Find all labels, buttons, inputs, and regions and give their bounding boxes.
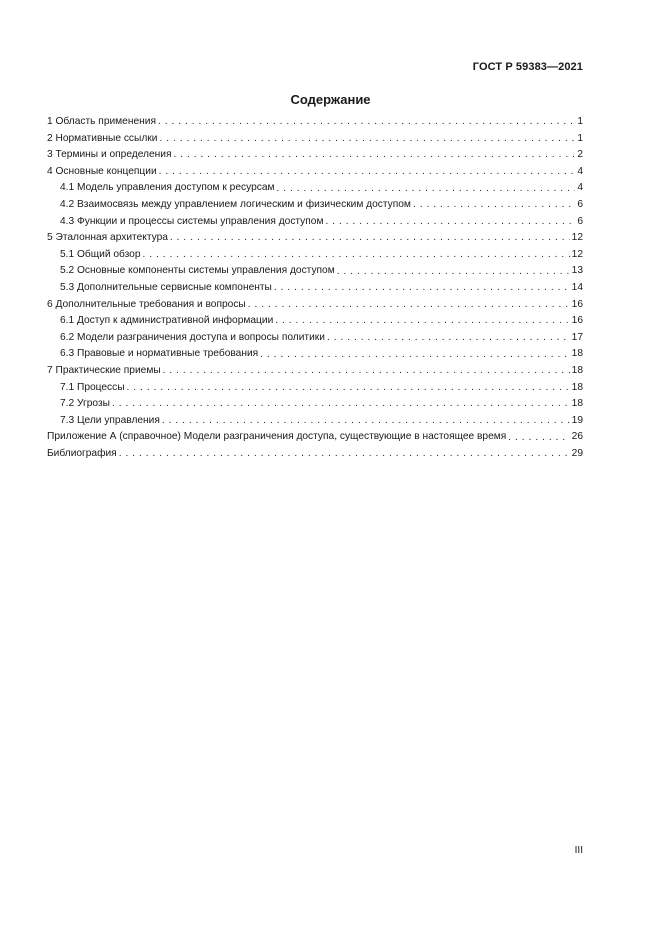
toc-entry[interactable] bbox=[47, 214, 583, 231]
toc-entry-page: 4 bbox=[577, 165, 583, 177]
toc-entry[interactable] bbox=[47, 363, 583, 380]
toc-entry-page: 1 bbox=[577, 116, 583, 127]
toc-title: Содержание bbox=[290, 92, 371, 107]
table-of-contents bbox=[47, 114, 583, 462]
toc-entry-page: 12 bbox=[571, 248, 583, 260]
toc-entry-label: 6 Дополнительные требования и вопросы bbox=[47, 298, 246, 310]
toc-entry[interactable] bbox=[47, 429, 583, 446]
toc-entry[interactable] bbox=[47, 164, 583, 181]
toc-leader-dots bbox=[325, 217, 575, 227]
toc-leader-dots bbox=[413, 200, 575, 210]
toc-leader-dots bbox=[112, 399, 570, 409]
toc-entry-label: 1 Область применения bbox=[47, 116, 156, 127]
toc-leader-dots bbox=[162, 416, 570, 426]
toc-entry[interactable] bbox=[47, 280, 583, 297]
toc-entry-page: 6 bbox=[577, 215, 583, 227]
toc-entry-page: 26 bbox=[571, 431, 583, 443]
toc-entry-label: 7 Практические приемы bbox=[47, 364, 161, 376]
toc-entry-label: Библиография bbox=[47, 447, 117, 459]
toc-entry[interactable] bbox=[47, 180, 583, 197]
toc-entry-label: 5.2 Основные компоненты системы управления доступом bbox=[60, 265, 335, 277]
toc-entry[interactable] bbox=[47, 114, 583, 131]
toc-entry-page: 29 bbox=[571, 447, 583, 459]
toc-entry-page: 2 bbox=[577, 149, 583, 161]
toc-leader-dots bbox=[508, 433, 569, 443]
toc-leader-dots bbox=[163, 366, 570, 376]
toc-leader-dots bbox=[260, 350, 569, 360]
toc-entry-label: 6.3 Правовые и нормативные требования bbox=[60, 348, 259, 360]
toc-leader-dots bbox=[143, 250, 570, 260]
toc-leader-dots bbox=[248, 300, 570, 310]
toc-entry-page: 19 bbox=[571, 414, 583, 426]
toc-entry[interactable] bbox=[47, 413, 583, 430]
toc-entry-page: 16 bbox=[571, 315, 583, 327]
toc-leader-dots bbox=[127, 383, 570, 393]
toc-entry[interactable] bbox=[47, 147, 583, 164]
toc-entry[interactable] bbox=[47, 131, 583, 148]
toc-leader-dots bbox=[274, 283, 570, 293]
toc-leader-dots bbox=[158, 117, 575, 127]
toc-entry-label: 5.1 Общий обзор bbox=[60, 248, 141, 260]
toc-entry-page: 18 bbox=[571, 348, 583, 360]
toc-leader-dots bbox=[119, 449, 570, 459]
toc-entry-label: 4.2 Взаимосвязь между управлением логическим и физическим доступом bbox=[60, 198, 411, 210]
toc-entry[interactable] bbox=[47, 346, 583, 363]
toc-entry-label: 4.3 Функции и процессы системы управления доступом bbox=[60, 215, 324, 227]
toc-entry[interactable] bbox=[47, 247, 583, 264]
toc-entry-label: 4.1 Модель управления доступом к ресурсам bbox=[60, 182, 275, 194]
toc-entry[interactable] bbox=[47, 197, 583, 214]
toc-leader-dots bbox=[159, 134, 575, 144]
toc-entry-page: 4 bbox=[577, 182, 583, 194]
toc-leader-dots bbox=[337, 267, 570, 277]
toc-entry[interactable] bbox=[47, 330, 583, 347]
toc-entry[interactable] bbox=[47, 446, 583, 463]
toc-entry-page: 16 bbox=[571, 298, 583, 310]
toc-entry[interactable] bbox=[47, 297, 583, 314]
toc-entry-page: 18 bbox=[571, 398, 583, 410]
toc-entry-label: 2 Нормативные ссылки bbox=[47, 132, 158, 144]
toc-entry-label: 7.3 Цели управления bbox=[60, 414, 160, 426]
toc-leader-dots bbox=[277, 184, 576, 194]
toc-leader-dots bbox=[159, 167, 576, 177]
toc-leader-dots bbox=[275, 316, 569, 326]
toc-entry-page: 18 bbox=[571, 381, 583, 393]
toc-entry[interactable] bbox=[47, 230, 583, 247]
toc-entry-label: 6.2 Модели разграничения доступа и вопросы политики bbox=[60, 331, 325, 343]
toc-entry-page: 6 bbox=[577, 198, 583, 210]
toc-entry-page: 14 bbox=[571, 281, 583, 293]
toc-entry-label: 3 Термины и определения bbox=[47, 149, 172, 161]
toc-entry-label: 4 Основные концепции bbox=[47, 165, 157, 177]
toc-entry-page: 13 bbox=[571, 265, 583, 277]
toc-entry-label: 7.1 Процессы bbox=[60, 381, 125, 393]
toc-entry[interactable] bbox=[47, 380, 583, 397]
toc-leader-dots bbox=[327, 333, 570, 343]
toc-entry-page: 1 bbox=[577, 132, 583, 144]
toc-entry-label: 5 Эталонная архитектура bbox=[47, 232, 168, 244]
toc-entry[interactable] bbox=[47, 396, 583, 413]
toc-entry[interactable] bbox=[47, 313, 583, 330]
toc-leader-dots bbox=[170, 233, 570, 243]
toc-entry[interactable] bbox=[47, 263, 583, 280]
toc-entry-page: 12 bbox=[571, 232, 583, 244]
toc-entry-label: 6.1 Доступ к административной информации bbox=[60, 315, 274, 327]
toc-entry-label: Приложение А (справочное) Модели разграничения доступа, существующие в настоящее время bbox=[47, 431, 507, 443]
toc-entry-label: 7.2 Угрозы bbox=[60, 398, 110, 410]
document-code: ГОСТ Р 59383—2021 bbox=[472, 61, 583, 73]
toc-entry-label: 5.3 Дополнительные сервисные компоненты bbox=[60, 281, 272, 293]
toc-entry-page: 18 bbox=[571, 364, 583, 376]
page-number: III bbox=[574, 845, 583, 856]
toc-entry-page: 17 bbox=[571, 331, 583, 343]
toc-leader-dots bbox=[173, 150, 575, 160]
